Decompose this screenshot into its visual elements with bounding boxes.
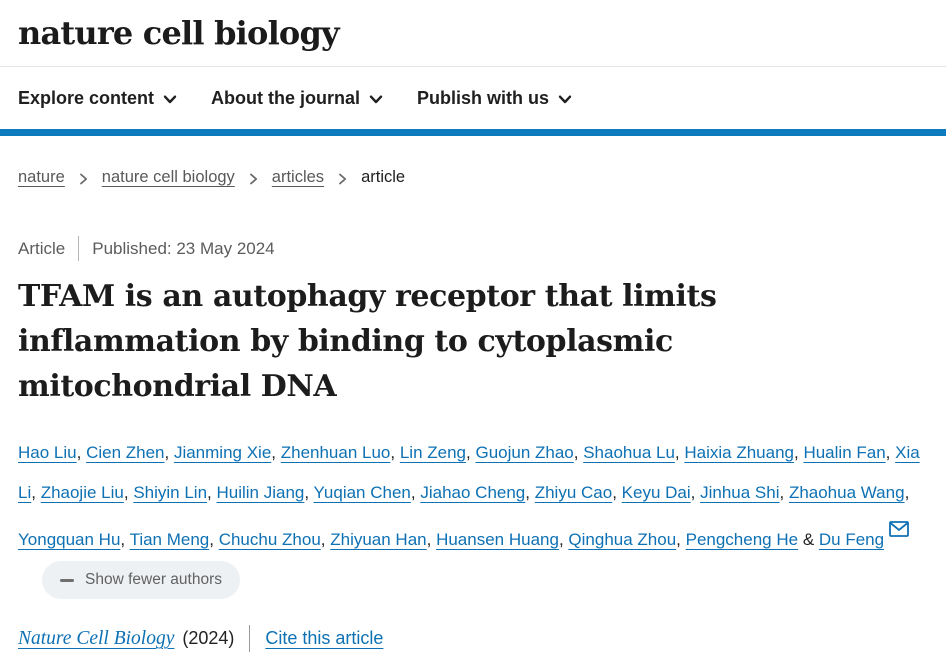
article-title-line: TFAM is an autophagy receptor that limits bbox=[18, 279, 717, 314]
citation-year: (2024) bbox=[182, 628, 235, 649]
breadcrumb-item-article: article bbox=[361, 168, 406, 186]
author-list: Hao Liu, Cien Zhen, Jianming Xie, Zhenhuan Luo, Lin Zeng, Guojun Zhao, Shaohua Lu, Haixia Zhuang, Hualin Fan, Xia Li, Zhaojie Liu, Shiyin Lin, Huilin Jiang, Yuqian Chen, Jiahao Cheng, Zhiyu Cao, Keyu Dai, Jinhua Shi, Zhaohua Wang, Yongquan Hu, Tian Meng, Chuchu Zhou, Zhiyuan Han, Huansen Huang, Qinghua Zhou, Pengcheng He & Du Feng bbox=[18, 443, 920, 549]
author-link-tian-meng[interactable]: Tian Meng bbox=[129, 530, 210, 549]
article-title bbox=[18, 274, 798, 409]
author-link-xia-li[interactable]: Xia Li bbox=[18, 443, 920, 502]
author-link-zhaohua-wang[interactable]: Zhaohua Wang bbox=[788, 482, 905, 502]
journal-logo[interactable]: nature cell biology bbox=[18, 14, 339, 52]
meta-divider bbox=[78, 236, 79, 261]
author-link-jiahao-cheng[interactable]: Jiahao Cheng bbox=[420, 482, 526, 502]
author-link-shaohua-lu[interactable]: Shaohua Lu bbox=[583, 443, 675, 462]
chevron-down-icon bbox=[163, 95, 177, 104]
chevron-right-icon bbox=[337, 173, 348, 185]
author-link-yuqian-chen[interactable]: Yuqian Chen bbox=[313, 482, 411, 502]
author-link-cien-zhen[interactable]: Cien Zhen bbox=[86, 443, 165, 462]
author-link-chuchu-zhou[interactable]: Chuchu Zhou bbox=[218, 530, 321, 549]
nav-item-publish-with-us[interactable] bbox=[417, 88, 572, 109]
breadcrumb bbox=[18, 168, 928, 187]
cite-this-article-link[interactable]: Cite this article bbox=[265, 628, 384, 649]
author-link-zhaojie-liu[interactable]: Zhaojie Liu bbox=[40, 482, 124, 502]
chevron-down-icon bbox=[558, 95, 572, 104]
author-link-keyu-dai[interactable]: Keyu Dai bbox=[621, 482, 691, 502]
author-link-jianming-xie[interactable]: Jianming Xie bbox=[173, 443, 272, 462]
published-date: Published: 23 May 2024 bbox=[92, 238, 275, 258]
show-fewer-authors-label: Show fewer authors bbox=[85, 571, 222, 589]
show-fewer-authors-button[interactable] bbox=[42, 561, 240, 599]
author-link-hualin-fan[interactable]: Hualin Fan bbox=[803, 443, 886, 462]
envelope-icon[interactable] bbox=[889, 512, 909, 552]
author-link-zhiyu-cao[interactable]: Zhiyu Cao bbox=[534, 482, 613, 502]
author-link-qinghua-zhou[interactable]: Qinghua Zhou bbox=[568, 530, 677, 549]
author-link-zhiyuan-han[interactable]: Zhiyuan Han bbox=[330, 530, 427, 549]
article-title-line: mitochondrial DNA bbox=[18, 369, 337, 404]
nav-item-about-the-journal[interactable] bbox=[211, 88, 383, 109]
authors-paragraph bbox=[18, 433, 926, 599]
author-link-haixia-zhuang[interactable]: Haixia Zhuang bbox=[684, 443, 794, 462]
author-link-jinhua-shi[interactable]: Jinhua Shi bbox=[700, 482, 780, 502]
nav-item-label: Explore content bbox=[18, 87, 155, 108]
main-nav bbox=[0, 67, 946, 129]
author-link-shiyin-lin[interactable]: Shiyin Lin bbox=[133, 482, 208, 502]
minus-icon bbox=[60, 579, 74, 582]
breadcrumb-item-articles[interactable]: articles bbox=[271, 168, 325, 186]
breadcrumb-item-nature[interactable]: nature bbox=[18, 168, 65, 186]
author-link-yongquan-hu[interactable]: Yongquan Hu bbox=[18, 530, 121, 549]
nav-item-label: About the journal bbox=[211, 87, 361, 108]
site-header bbox=[0, 0, 946, 67]
author-link-zhenhuan-luo[interactable]: Zhenhuan Luo bbox=[280, 443, 391, 462]
author-link-hao-liu[interactable]: Hao Liu bbox=[18, 443, 77, 462]
author-link-pengcheng-he[interactable]: Pengcheng He bbox=[685, 530, 799, 549]
chevron-right-icon bbox=[248, 173, 259, 185]
author-link-lin-zeng[interactable]: Lin Zeng bbox=[399, 443, 467, 462]
article-title-line: inflammation by binding to cytoplasmic bbox=[18, 324, 673, 359]
author-link-huilin-jiang[interactable]: Huilin Jiang bbox=[216, 482, 305, 502]
chevron-right-icon bbox=[78, 173, 89, 185]
nav-item-explore-content[interactable] bbox=[18, 88, 177, 109]
citation-divider bbox=[249, 625, 250, 652]
article-type-label: Article bbox=[18, 238, 66, 258]
article-main bbox=[0, 236, 946, 652]
article-meta bbox=[18, 236, 928, 261]
citation-journal-link[interactable]: Nature Cell Biology bbox=[18, 627, 175, 649]
nav-item-label: Publish with us bbox=[417, 87, 550, 108]
breadcrumb-item-nature-cell-biology[interactable]: nature cell biology bbox=[101, 168, 235, 186]
author-link-du-feng[interactable]: Du Feng bbox=[818, 530, 885, 549]
author-link-guojun-zhao[interactable]: Guojun Zhao bbox=[475, 443, 574, 462]
author-link-huansen-huang[interactable]: Huansen Huang bbox=[436, 530, 559, 549]
citation-row bbox=[18, 625, 928, 652]
accent-bar bbox=[0, 129, 946, 136]
chevron-down-icon bbox=[369, 95, 383, 104]
